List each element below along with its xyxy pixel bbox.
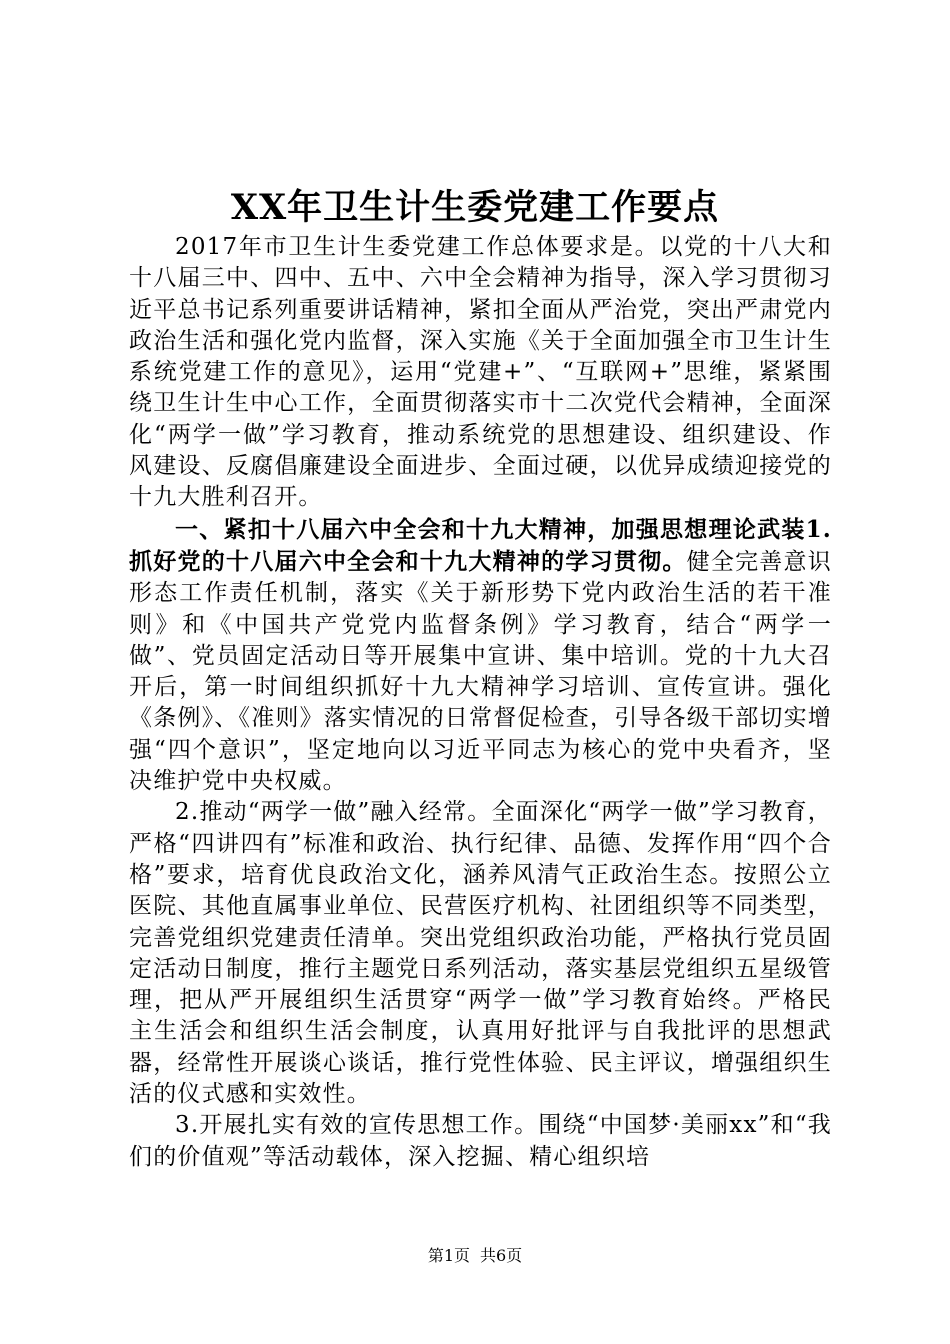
section-1-paragraph bbox=[129, 514, 832, 798]
document-title: XX年卫生计生委党建工作要点 bbox=[230, 187, 720, 228]
document-body bbox=[129, 232, 832, 1173]
item-3-paragraph: 3.开展扎实有效的宣传思想工作。围绕“中国梦·美丽xx”和“我们的价值观”等活动载体，深入挖掘、精心组织培 bbox=[129, 1112, 832, 1170]
page-number: 第1页 bbox=[427, 1246, 470, 1265]
section-1-body: 健全完善意识形态工作责任机制，落实《关于新形势下党内政治生活的若干准则》和《中国共产党党内监督条例》学习教育，结合“两学一做”、党员固定活动日等开展集中宣讲、集中培训。党的十九大召开后，第一时间组织抓好十九大精神学习培训、宣传宣讲。强化《条例》、《准则》落实情况的日常督促检查，引导各级干部切实增强“四个意识”，坚定地向以习近平同志为核心的党中央看齐，坚决维护党中央权威。 bbox=[129, 548, 832, 795]
page-footer bbox=[0, 1245, 950, 1267]
item-2-paragraph: 2.推动“两学一做”融入经常。全面深化“两学一做”学习教育，严格“四讲四有”标准和政治、执行纪律、品德、发挥作用“四个合格”要求，培育优良政治文化，涵养风清气正政治生态。按照公立医院、其他直属事业单位、民营医疗机构、社团组织等不同类型，完善党组织党建责任清单。突出党组织政治功能，严格执行党员固定活动日制度，推行主题党日系列活动，落实基层党组织五星级管理，把从严开展组织生活贯穿“两学一做”学习教育始终。严格民主生活会和组织生活会制度，认真用好批评与自我批评的思想武器，经常性开展谈心谈话，推行党性体验、民主评议，增强组织生活的仪式感和实效性。 bbox=[129, 799, 832, 1108]
page-total: 共6页 bbox=[480, 1246, 523, 1265]
section-1-heading: 一、紧扣十八届六中全会和十九大精神，加强思想理论武装1.抓好党的十八届六中全会和十九大精神的学习贯彻。 bbox=[129, 515, 832, 575]
intro-paragraph: 2017年市卫生计生委党建工作总体要求是。以党的十八大和十八届三中、四中、五中、六中全会精神为指导，深入学习贯彻习近平总书记系列重要讲话精神，紧扣全面从严治党，突出严肃党内政治生活和强化党内监督，深入实施《关于全面加强全市卫生计生系统党建工作的意见》，运用“党建+”、“互联网+”思维，紧紧围绕卫生计生中心工作，全面贯彻落实市十二次党代会精神，全面深化“两学一做”学习教育，推动系统党的思想建设、组织建设、作风建设、反腐倡廉建设全面进步、全面过硬，以优异成绩迎接党的十九大胜利召开。 bbox=[129, 234, 832, 511]
